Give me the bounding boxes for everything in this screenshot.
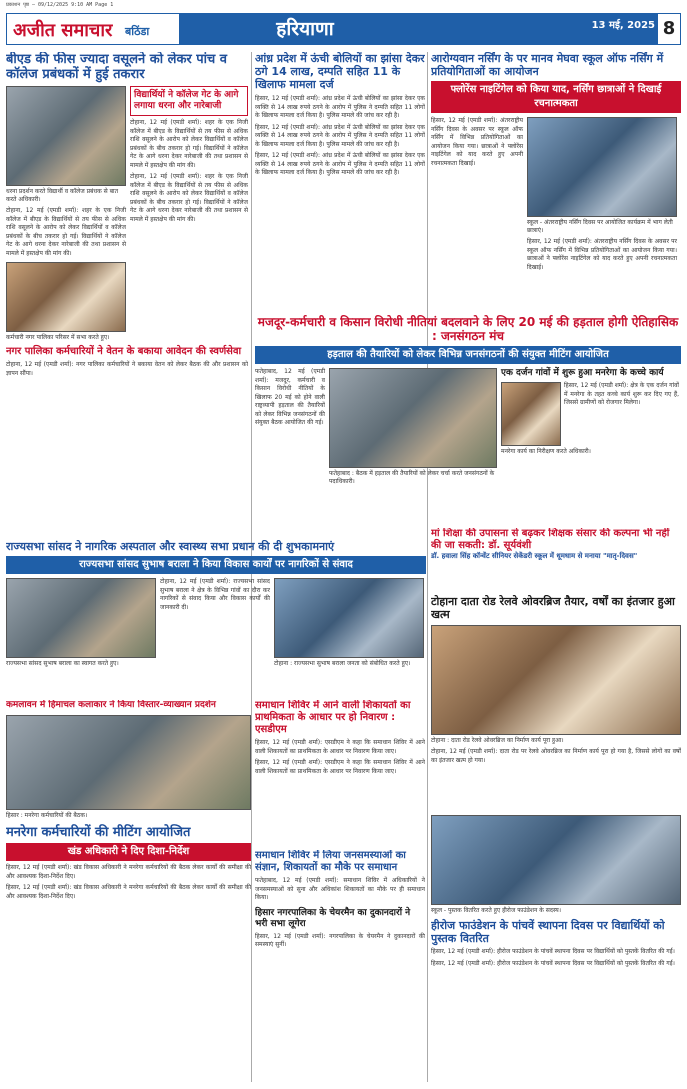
city-label: बठिंडा <box>125 25 150 38</box>
headline: समाधान शिविर में आने वाली शिकायतों का प्राथमिकता के आधार पर हो निवारण : एसडीएम <box>255 700 411 735</box>
headline: कमलावन में हिमाचल कलाकार ने किया विस्तार-व्याख्यान प्रदर्शन <box>6 700 216 710</box>
story-mp-visit <box>6 540 426 695</box>
news-photo <box>6 262 126 332</box>
story-body: हिसार, 12 मई (एमडी शर्मा): आंध्र प्रदेश में ऊंची बोलियों का झांसा देकर एक व्यक्ति से 14 लाख रुपये ठगने के आरोप में पुलिस ने दम्पति सहित 11 लोगों के खिलाफ मामला दर्ज किया है। पुलिस मामले की जांच कर रही है। <box>255 95 425 119</box>
story-body: हिसार, 12 मई (एमडी शर्मा): नगरपालिका के चेयरमैन ने दुकानदारों की समस्याएं सुनीं। <box>255 932 425 948</box>
headline: एक दर्जन गांवों में शुरू हुआ मनरेगा के कच्चे कार्य <box>501 368 664 378</box>
story-strike <box>255 315 681 525</box>
photo-caption: कर्मचारी नगर पालिका परिसर में सभा करते हुए। <box>6 334 110 341</box>
print-strip: प्रकाशन पृष्ठ — 09/12/2025 9:10 AM Page 1 <box>6 2 114 8</box>
headline: आरोग्यवान नर्सिंग के पर मानव मेघवा स्कूल ऑफ नर्सिंग में प्रतियोगिताओं का आयोजन <box>431 52 664 78</box>
story-body: फतेहाबाद, 12 मई (एमडी शर्मा): मजदूर, कर्मचारी व किसान विरोधी नीतियों के खिलाफ 20 मई को होने वाली राष्ट्रव्यापी हड़ताल की तैयारियों को लेकर विभिन्न जनसंगठनों की संयुक्त बैठक आयोजित की गई। <box>255 368 325 426</box>
highlight-box <box>130 86 248 116</box>
story-nursing <box>431 52 681 302</box>
news-photo <box>6 86 126 186</box>
headline: आंध्र प्रदेश में ऊंची बोलियों का झांसा देकर ठगे 14 लाख, दम्पति सहित 11 के खिलाफ मामला दर्ज <box>255 52 425 91</box>
paper-name: अजीत समाचार <box>13 20 113 41</box>
box-title: राज्यसभा सांसद सुभाष बराला ने किया विकास कार्यों पर नागरिकों से संवाद <box>6 556 426 574</box>
news-photo <box>6 578 156 658</box>
story-body: हिसार, 12 मई (एमडी शर्मा): हीरोज फाउंडेशन के पांचवें स्थापना दिवस पर विद्यार्थियों को पुस्तकें वितरित की गईं। <box>431 959 675 967</box>
news-photo <box>527 117 677 217</box>
story-body: हिसार, 12 मई (एमडी शर्मा): एसडीएम ने कहा कि समाधान शिविर में आने वाली शिकायतों का प्राथमिकता के आधार पर निवारण किया जाए। <box>255 759 425 775</box>
box-title: खंड अधिकारी ने दिए दिशा-निर्देश <box>6 843 251 861</box>
headline: समाधान शिविर में लिया जनसमस्याओं का संज्ञान, शिकायतों का मौके पर समाधान <box>255 850 406 873</box>
story-body: टोहाना, 12 मई (एमडी शर्मा): शहर के एक निजी कॉलेज में बीएड के विद्यार्थियों से तय फीस से अधिक राशि वसूलने के आरोप को लेकर विद्यार्थियों व कॉलेज प्रबंधकों के बीच तकरार हो गई। विद्यार्थियों ने कॉलेज गेट के आगे धरना देकर नारेबाजी की तथा प्रशासन से मामले में हस्तक्षेप की मांग की। <box>130 173 248 223</box>
box-title: हड़ताल की तैयारियों को लेकर विभिन्न जनसंगठनों की संयुक्त मीटिंग आयोजित <box>255 346 681 364</box>
story-mnrega <box>6 700 251 1080</box>
photo-caption: फतेहाबाद : बैठक में हड़ताल की तैयारियों को लेकर चर्चा करते जनसंगठनों के पदाधिकारी। <box>329 470 495 485</box>
news-photo <box>431 815 681 905</box>
column-divider <box>427 52 428 1082</box>
box-title: फ्लोरेंस नाइटिंगेल को किया याद, नर्सिंग छात्राओं ने दिखाई रचनात्मकता <box>431 81 681 113</box>
photo-caption: धरना प्रदर्शन करते विद्यार्थी व कॉलेज प्रबंधक से बात करते अधिकारी। <box>6 188 119 203</box>
story-bed-fees <box>6 52 248 530</box>
story-mothers-day <box>431 528 681 588</box>
story-body: हिसार, 12 मई (एमडी शर्मा): अंतरराष्ट्रीय नर्सिंग दिवस के अवसर पर स्कूल ऑफ नर्सिंग में विभिन्न प्रतियोगिताओं का आयोजन किया गया। छात्राओं ने फ्लोरेंस नाइटिंगेल को याद करते हुए अपनी रचनात्मकता दिखाई। <box>431 117 523 167</box>
photo-caption: मनरेगा कार्य का निरीक्षण करते अधिकारी। <box>501 448 591 455</box>
page-number: 8 <box>657 13 681 45</box>
headline: मां शिक्षा की उपासना से बढ़कर शिक्षक संसार की कल्पना भी नहीं की जा सकती: डॉ. सूर्यवंशी <box>431 528 670 551</box>
story-body: टोहाना, 12 मई (एमडी शर्मा): दाता रोड पर रेलवे ओवरब्रिज का निर्माण कार्य पूरा हो गया है, जिससे लोगों का वर्षों का इंतजार खत्म हो गया। <box>431 748 681 764</box>
headline: हीरोज फाउंडेशन के पांचवें स्थापना दिवस पर विद्यार्थियों को पुस्तक वितरित <box>431 919 665 945</box>
story-body: टोहाना, 12 मई (एमडी शर्मा): नगर पालिका कर्मचारियों ने बकाया वेतन को लेकर बैठक की और प्रशासन को ज्ञापन सौंपा। <box>6 361 248 377</box>
story-body: हिसार, 12 मई (एमडी शर्मा): क्षेत्र के एक दर्जन गांवों में मनरेगा के तहत कच्चे कार्य शुरू कर दिए गए हैं, जिससे ग्रामीणों को रोजगार मिलेगा। <box>564 382 679 406</box>
photo-caption: राज्यसभा सांसद सुभाष बराला का स्वागत करते हुए। <box>6 660 119 667</box>
story-body: हिसार, 12 मई (एमडी शर्मा): खंड विकास अधिकारी ने मनरेगा कर्मचारियों की बैठक लेकर कार्यों की समीक्षा की और आवश्यक दिशा-निर्देश दिए। <box>6 864 251 880</box>
story-body: हिसार, 12 मई (एमडी शर्मा): खंड विकास अधिकारी ने मनरेगा कर्मचारियों की बैठक लेकर कार्यों की समीक्षा की और आवश्यक दिशा-निर्देश दिए। <box>6 884 251 900</box>
news-photo <box>329 368 497 468</box>
photo-caption: स्कूल - पुस्तक वितरित करते हुए हीरोज फाउंडेशन के सदस्य। <box>431 907 562 914</box>
photo-caption: टोहाना : राज्यसभा सुभाष बराला जनता को संबोधित करते हुए। <box>274 660 411 667</box>
news-photo <box>274 578 424 658</box>
headline: हिसार नगरपालिका के चेयरमैन का दुकानदारों ने भरी सभा लूगेरा <box>255 907 411 929</box>
story-body: फतेहाबाद, 12 मई (एमडी शर्मा): समाधान शिविर में अधिकारियों ने जनसमस्याओं को सुना और अधिकांश शिकायतों का मौके पर ही समाधान किया। <box>255 877 425 901</box>
story-overbridge <box>431 595 681 805</box>
story-body: हिसार, 12 मई (एमडी शर्मा): अंतरराष्ट्रीय नर्सिंग दिवस के अवसर पर स्कूल ऑफ नर्सिंग में विभिन्न प्रतियोगिताओं का आयोजन किया गया। छात्राओं ने फ्लोरेंस नाइटिंगेल को याद करते हुए अपनी रचनात्मकता दिखाई। <box>527 238 677 271</box>
story-body: हिसार, 12 मई (एमडी शर्मा): हीरोज फाउंडेशन के पांचवें स्थापना दिवस पर विद्यार्थियों को पुस्तकें वितरित की गईं। <box>431 948 675 955</box>
story-grievances <box>255 850 425 1080</box>
headline: टोहाना दाता रोड रेलवे ओवरब्रिज तैयार, वर्षों का इंतजार हुआ खत्म <box>431 595 675 621</box>
masthead <box>6 13 681 45</box>
photo-caption: हिसार : मनरेगा कर्मचारियों की बैठक। <box>6 812 88 819</box>
section-title: हरियाणा <box>276 18 334 40</box>
story-body: टोहाना, 12 मई (एमडी शर्मा): शहर के एक निजी कॉलेज में बीएड के विद्यार्थियों से तय फीस से अधिक राशि वसूलने के आरोप को लेकर विद्यार्थियों व कॉलेज प्रबंधकों के बीच तकरार हो गई। विद्यार्थियों ने कॉलेज गेट के आगे धरना देकर नारेबाजी की तथा प्रशासन से मामले में हस्तक्षेप की मांग की। <box>130 119 248 169</box>
sub-headline: डॉ. हवाला सिंह कॉन्वेंट सीनियर सेकेंडरी स्कूल में धूमधाम से मनाया "मातृ-दिवस" <box>431 552 638 560</box>
headline: मनरेगा कर्मचारियों की मीटिंग आयोजित <box>6 825 191 840</box>
news-photo <box>431 625 681 735</box>
photo-caption: स्कूल - अंतरराष्ट्रीय नर्सिंग दिवस पर आयोजित कार्यक्रम में भाग लेती छात्राएं। <box>527 219 673 234</box>
story-body: हिसार, 12 मई (एमडी शर्मा): एसडीएम ने कहा कि समाधान शिविर में आने वाली शिकायतों का प्राथमिकता के आधार पर निवारण किया जाए। <box>255 739 425 755</box>
story-heroes-foundation <box>431 815 681 1080</box>
news-photo <box>6 715 251 810</box>
story-body: टोहाना, 12 मई (एमडी शर्मा): शहर के एक निजी कॉलेज में बीएड के विद्यार्थियों से तय फीस से अधिक राशि वसूलने के आरोप को लेकर विद्यार्थियों व कॉलेज प्रबंधकों के बीच तकरार हो गई। विद्यार्थियों ने कॉलेज गेट के आगे धरना देकर नारेबाजी की तथा प्रशासन से मामले में हस्तक्षेप की मांग की। <box>6 207 126 257</box>
story-andhra-fraud <box>255 52 425 302</box>
story-body: हिसार, 12 मई (एमडी शर्मा): आंध्र प्रदेश में ऊंची बोलियों का झांसा देकर एक व्यक्ति से 14 लाख रुपये ठगने के आरोप में पुलिस ने दम्पति सहित 11 लोगों के खिलाफ मामला दर्ज किया है। पुलिस मामले की जांच कर रही है। <box>255 152 425 176</box>
issue-date: 13 मई, 2025 <box>591 20 655 31</box>
headline: बीएड की फीस ज्यादा वसूलने को लेकर पांच व कॉलेज प्रबंधकों में हुई तकरार <box>6 52 228 82</box>
headline: नगर पालिका कर्मचारियों ने वेतन के बकाया आवेदन की स्वर्णसेवा <box>6 346 242 357</box>
masthead-logo-box <box>6 13 180 45</box>
story-samadhan <box>255 700 425 840</box>
headline: राज्यसभा सांसद ने नागरिक अस्पताल और स्वास्थ्य सभा प्रधान की दी शुभकामनाएं <box>6 540 335 553</box>
photo-caption: टोहाना : दाता रोड रेलवे ओवरब्रिज का निर्माण कार्य पूरा हुआ। <box>431 737 564 744</box>
story-body: हिसार, 12 मई (एमडी शर्मा): आंध्र प्रदेश में ऊंची बोलियों का झांसा देकर एक व्यक्ति से 14 लाख रुपये ठगने के आरोप में पुलिस ने दम्पति सहित 11 लोगों के खिलाफ मामला दर्ज किया है। पुलिस मामले की जांच कर रही है। <box>255 123 425 148</box>
box-title: विद्यार्थियों ने कॉलेज गेट के आगे लगाया धरना और नारेबाजी <box>134 90 239 111</box>
headline: मजदूर-कर्मचारी व किसान विरोधी नीतियां बदलवाने के लिए 20 मई की हड़ताल होगी ऐतिहासिक : जनसंगठन मंच <box>257 315 679 343</box>
story-body: टोहाना, 12 मई (एमडी शर्मा): राज्यसभा सांसद सुभाष बराला ने क्षेत्र के विभिन्न गांवों का दौरा कर नागरिकों से संवाद किया और विकास कार्यों की जानकारी दी। <box>160 578 270 611</box>
news-photo <box>501 382 561 446</box>
